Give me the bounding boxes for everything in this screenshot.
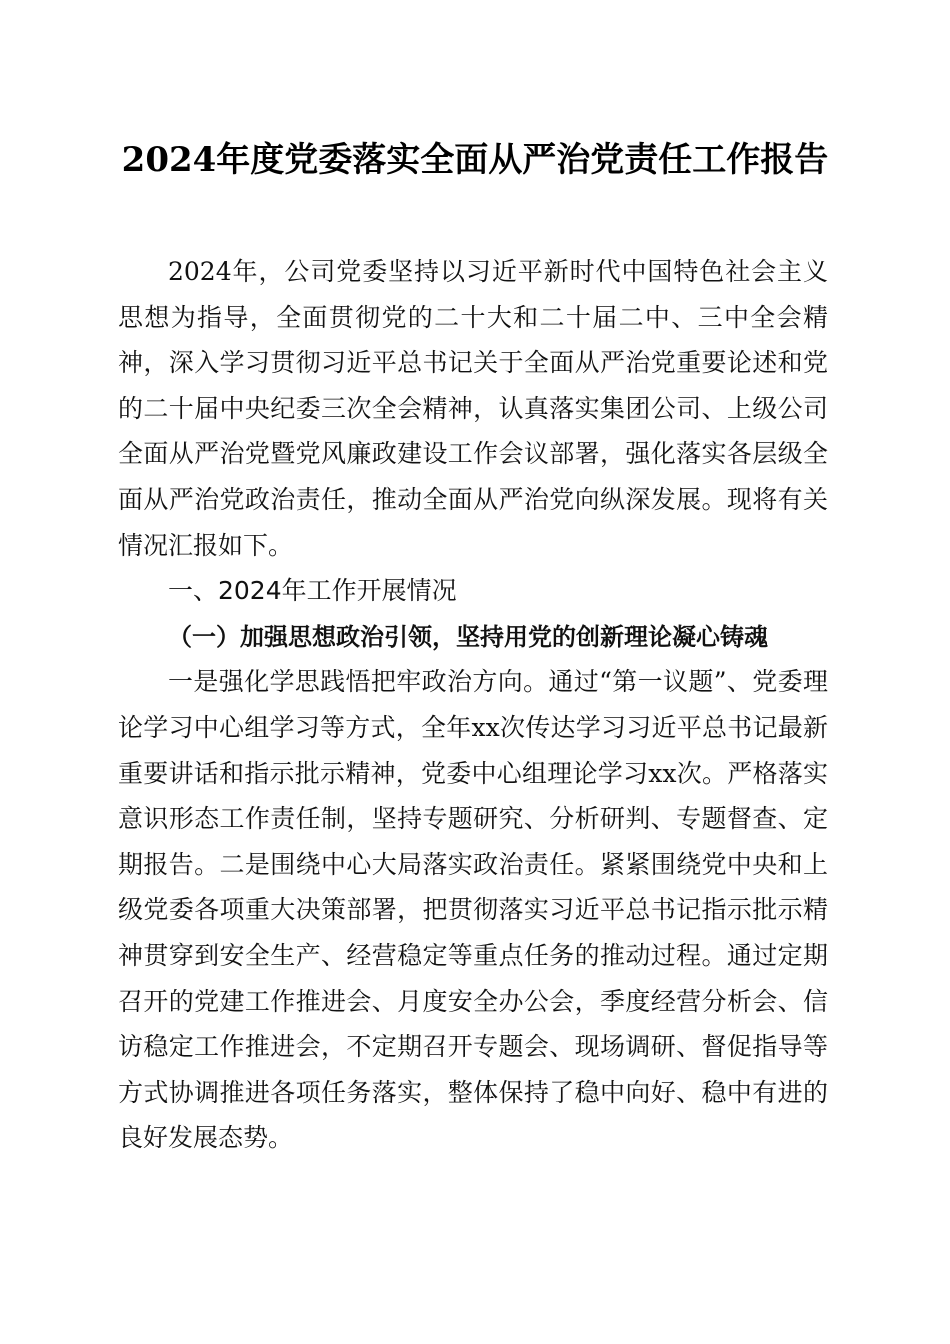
subsection-paragraph: 一是强化学思践悟把牢政治方向。通过“第一议题”、党委理论学习中心组学习等方式，全年xx次传达学习习近平总书记最新重要讲话和指示批示精神，党委中心组理论学习xx次。严格落实意识形态工作责任制，坚持专题研究、分析研判、专题督查、定期报告。二是围绕中心大局落实政治责任。紧紧围绕党中央和上级党委各项重大决策部署，把贯彻落实习近平总书记指示批示精神贯穿到安全生产、经营稳定等重点任务的推动过程。通过定期召开的党建工作推进会、月度安全办公会，季度经营分析会、信访稳定工作推进会，不定期召开专题会、现场调研、督促指导等方式协调推进各项任务落实，整体保持了稳中向好、稳中有进的良好发展态势。 <box>118 667 828 1153</box>
section-heading: 一、2024年工作开展情况 <box>168 576 457 606</box>
document-body <box>118 249 828 1161</box>
subsection-heading: （一）加强思想政治引领，坚持用党的创新理论凝心铸魂 <box>168 621 768 651</box>
intro-paragraph: 2024年，公司党委坚持以习近平新时代中国特色社会主义思想为指导，全面贯彻党的二十大和二十届二中、三中全会精神，深入学习贯彻习近平总书记关于全面从严治党重要论述和党的二十届中央纪委三次全会精神，认真落实集团公司、上级公司全面从严治党暨党风廉政建设工作会议部署，强化落实各层级全面从严治党政治责任，推动全面从严治党向纵深发展。现将有关情况汇报如下。 <box>118 257 828 560</box>
document-title: 2024年度党委落实全面从严治党责任工作报告 <box>121 140 829 180</box>
